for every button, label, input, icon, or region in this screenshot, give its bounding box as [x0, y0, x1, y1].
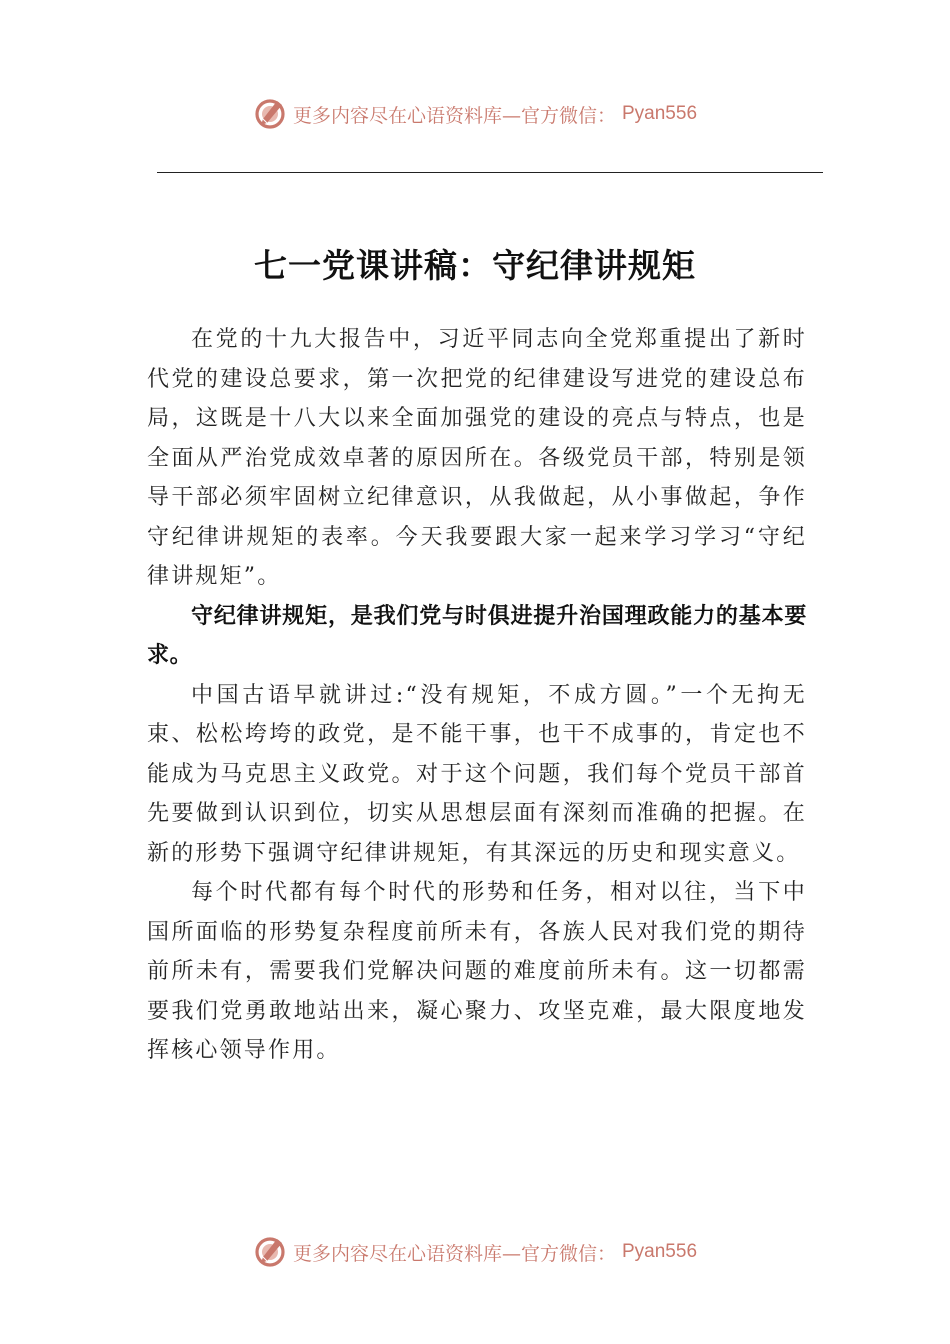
- banner-text: 更多内容尽在心语资料库—官方微信：: [292, 104, 616, 127]
- banner-wechat-id: Pyan556: [622, 1241, 698, 1262]
- banner-wechat-id: Pyan556: [622, 103, 698, 124]
- header-banner: [0, 94, 950, 134]
- pen-circle-logo-icon: [253, 1235, 287, 1269]
- paragraph-4: 每个时代都有每个时代的形势和任务，相对以往，当下中国所面临的形势复杂程度前所未有，各族人民对我们党的期待前所未有，需要我们党解决问题的难度前所未有。这一切都需要我们党勇敢地站出来，凝心聚力、攻坚克难，最大限度地发挥核心领导作用。: [147, 880, 807, 1063]
- document-body: [147, 320, 807, 1071]
- paragraph-3: 中国古语早就讲过:“没有规矩，不成方圆。”一个无拘无束、松松垮垮的政党，是不能干事，也干不成事的，肯定也不能成为马克思主义政党。对于这个问题，我们每个党员干部首先要做到认识到位，切实从思想层面有深刻而准确的把握。在新的形势下强调守纪律讲规矩，有其深远的历史和现实意义。: [147, 682, 807, 866]
- banner-text: 更多内容尽在心语资料库—官方微信：: [292, 1242, 616, 1265]
- paragraph-2-heading: 守纪律讲规矩，是我们党与时俱进提升治国理政能力的基本要求。: [147, 603, 807, 668]
- pen-circle-logo-icon: [253, 97, 287, 131]
- footer-banner: [0, 1232, 950, 1272]
- paragraph-1: 在党的十九大报告中，习近平同志向全党郑重提出了新时代党的建设总要求，第一次把党的纪律建设写进党的建设总布局，这既是十八大以来全面加强党的建设的亮点与特点，也是全面从严治党成效卓著的原因所在。各级党员干部，特别是领导干部必须牢固树立纪律意识，从我做起，从小事做起，争作守纪律讲规矩的表率。今天我要跟大家一起来学习学习“守纪律讲规矩”。: [147, 327, 807, 589]
- document-title: 七一党课讲稿：守纪律讲规矩: [254, 246, 696, 285]
- header-divider: [157, 172, 823, 173]
